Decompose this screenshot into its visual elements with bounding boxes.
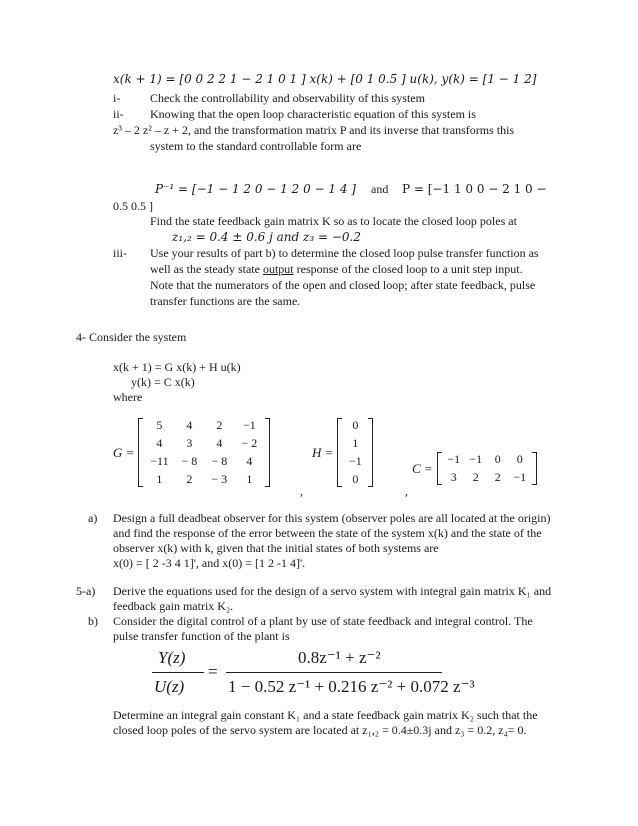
matrix-cell: 4: [156, 436, 163, 450]
q4-heading: 4- Consider the system: [76, 330, 187, 344]
matrix-cell: 2: [186, 472, 193, 486]
q3-item-ii-text-1: Knowing that the open loop characteristic equation of this system is: [150, 107, 476, 121]
matrix-cell: 5: [156, 418, 163, 432]
q4-matrix-c-name: C =: [412, 461, 433, 476]
matrix-cell: −1: [349, 454, 362, 468]
q4-output-equation: y(k) = C x(k): [131, 375, 195, 389]
q3-p-matrix: P = [−1 1 0 0 − 2 1 0 −: [402, 182, 547, 196]
matrix-cell: 2: [216, 418, 223, 432]
matrix-cell: 3: [186, 436, 193, 450]
matrix-cell: − 2: [241, 436, 258, 450]
q4-matrix-h: [312, 418, 373, 487]
q4-matrix-h-body: [337, 418, 373, 487]
q4-comma-2: ,: [405, 484, 408, 498]
q3-and-word: and: [371, 182, 389, 196]
q5-part-b-text-4: closed loop poles of the servo system are located at z₁,₂ = 0.4±0.3j and z₃ = 0.2, z₄= 0.: [113, 723, 527, 737]
q4-matrix-c-body: [437, 452, 537, 485]
q3-p-inverse: P⁻¹ = [−1 − 1 2 0 − 1 2 0 − 1 4 ]: [155, 182, 356, 196]
q3-state-equation: x(k + 1) = [0 0 2 2 1 − 2 1 0 1 ] x(k) + [0 1 0.5 ] u(k), y(k) = [1 − 1 2]: [113, 72, 537, 86]
matrix-cell: −11: [150, 454, 169, 468]
q3-p-matrix-continued: 0.5 0.5 ]: [113, 199, 153, 213]
q3-item-ii-text-2: z³ – 2 z² – z + 2, and the transformation matrix P and its inverse that transforms this: [113, 123, 515, 137]
matrix-cell: 2: [472, 470, 479, 484]
matrix-cell: −1: [513, 470, 527, 484]
q5-tf-rhs-denominator: 1 − 0.52 z⁻¹ + 0.216 z⁻² + 0.072 z⁻³: [228, 677, 475, 696]
q3-find-k-text: Find the state feedback gain matrix K so as to locate the closed loop poles at: [150, 214, 517, 228]
q4-part-a-text-2: and find the response of the error between the state of the system x(k) and the state of the: [113, 526, 542, 540]
q3-item-iii-text-4: transfer functions are the same.: [150, 294, 301, 308]
matrix-cell: 0: [516, 452, 523, 466]
matrix-cell: −1: [469, 452, 483, 466]
q3-item-i-text: Check the controllability and observability of this system: [150, 91, 425, 105]
q5-tf-lhs-numerator: Y(z): [158, 648, 186, 667]
q3-item-ii-number: ii-: [113, 107, 124, 121]
q4-where: where: [113, 390, 143, 404]
q5-tf-equals: =: [208, 662, 218, 681]
q4-state-equation: x(k + 1) = G x(k) + H u(k): [113, 360, 241, 374]
matrix-cell: 4: [186, 418, 193, 432]
matrix-cell: − 3: [211, 472, 228, 486]
q5-part-b-text-2: pulse transfer function of the plant is: [113, 629, 290, 643]
q4-part-a-text-4: x(0) = [ 2 -3 4 1]', and x(0) = [1 2 -1 4]'.: [113, 556, 306, 570]
matrix-cell: −1: [243, 418, 256, 432]
q5-tf-rhs-fraction-bar: [226, 672, 442, 673]
q4-matrix-g-body: [138, 418, 270, 487]
q5-part-b-number: b): [88, 614, 98, 628]
matrix-cell: 1: [352, 436, 359, 450]
q4-matrix-h-name: H =: [312, 445, 334, 460]
q5-tf-lhs-denominator: U(z): [154, 677, 185, 696]
matrix-cell: 3: [450, 470, 457, 484]
q3-closed-loop-poles: z₁,₂ = 0.4 ± 0.6 j and z₃ = −0.2: [172, 230, 361, 244]
q4-matrix-c: [412, 452, 537, 485]
q5-tf-rhs-numerator: 0.8z⁻¹ + z⁻²: [298, 648, 381, 667]
q4-matrix-g-name: G =: [113, 445, 135, 460]
q4-comma-1: ,: [300, 484, 303, 498]
matrix-cell: 4: [216, 436, 223, 450]
q4-part-a-number: a): [88, 511, 98, 525]
q4-part-a-text-3: observer x(k) with k, given that the initial states of both systems are: [113, 541, 439, 555]
q3-item-iii-number: iii-: [113, 246, 127, 260]
q5-part-b-text-3: Determine an integral gain constant K₁ and a state feedback gain matrix K₂ such that the: [113, 708, 538, 722]
matrix-cell: 1: [156, 472, 163, 486]
q3-item-i-number: i-: [113, 91, 121, 105]
q4-part-a-text-1: Design a full deadbeat observer for this system (observer poles are all located at the origin): [113, 511, 551, 525]
matrix-cell: 1: [246, 472, 253, 486]
q3-item-iii-text-3: Note that the numerators of the open and closed loop; after state feedback, pulse: [150, 278, 536, 292]
matrix-cell: 4: [246, 454, 253, 468]
matrix-cell: 0: [352, 472, 359, 486]
q5-part-a-number: 5-a): [76, 584, 96, 598]
q3-item-iii-text-1: Use your results of part b) to determine the closed loop pulse transfer function as: [150, 246, 539, 260]
q5-part-a-text-1: Derive the equations used for the design of a servo system with integral gain matrix K₁ and: [113, 584, 552, 598]
matrix-cell: − 8: [211, 454, 228, 468]
matrix-cell: 2: [494, 470, 501, 484]
q5-part-a-text-2: feedback gain matrix K₂.: [113, 599, 234, 613]
matrix-cell: 0: [494, 452, 501, 466]
q4-matrix-g: [113, 418, 270, 487]
q3-item-iii-text-2: well as the steady state output response of the closed loop to a unit step input.: [150, 262, 523, 276]
q5-tf-lhs-fraction-bar: [152, 672, 204, 673]
q3-item-ii-text-3: system to the standard controllable form are: [150, 139, 362, 153]
matrix-cell: −1: [447, 452, 461, 466]
q5-part-b-text-1: Consider the digital control of a plant by use of state feedback and integral control. The: [113, 614, 533, 628]
matrix-cell: − 8: [181, 454, 198, 468]
matrix-cell: 0: [352, 418, 359, 432]
